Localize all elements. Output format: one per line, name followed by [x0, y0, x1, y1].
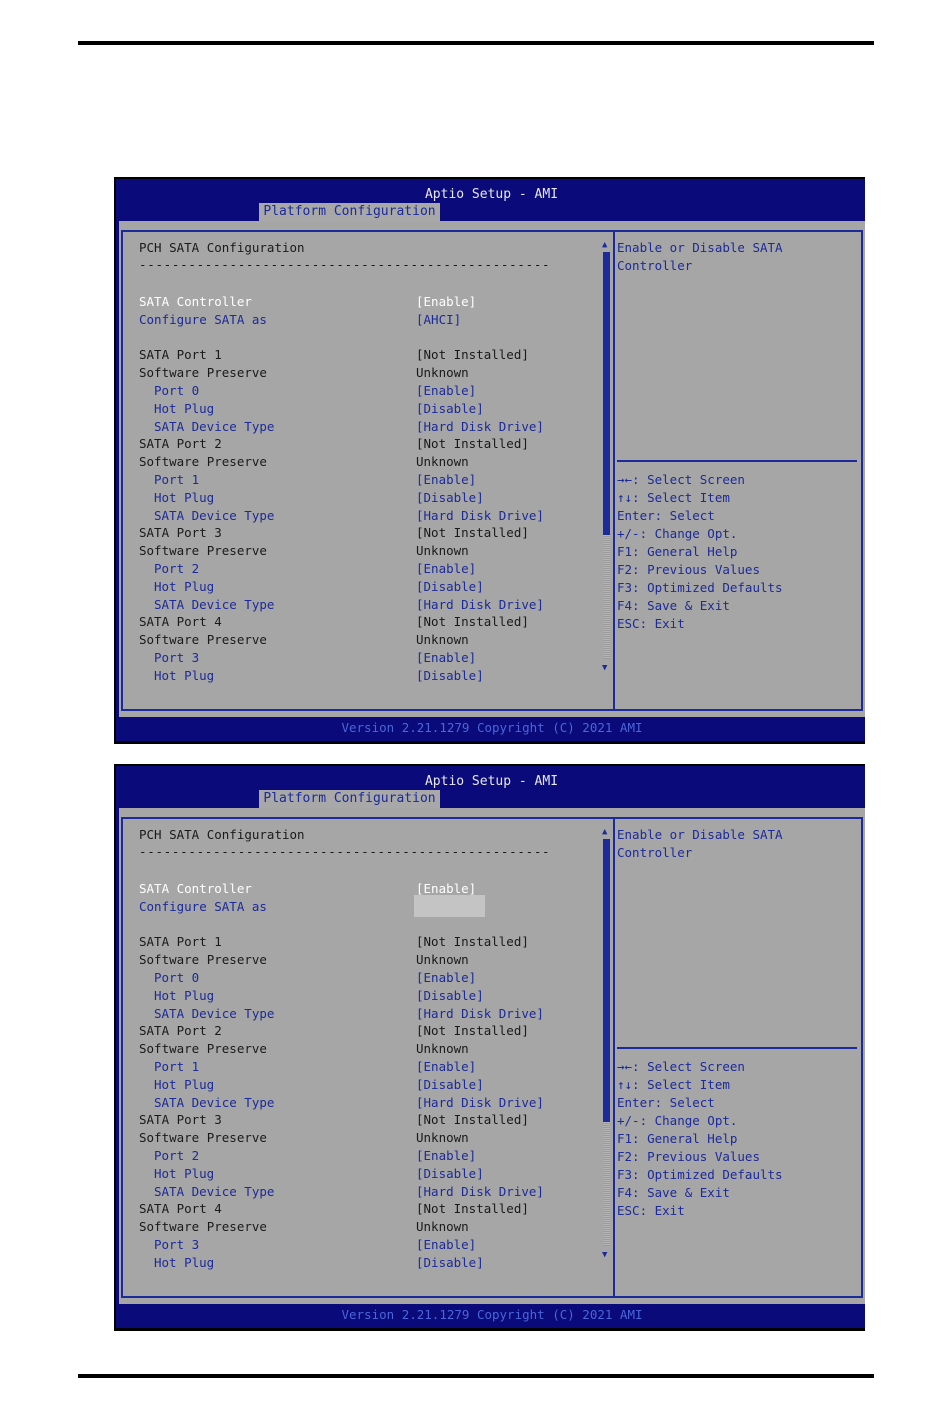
up-arrow-icon[interactable]: ▲ — [602, 827, 608, 837]
setting-label: Hot Plug — [154, 1077, 215, 1092]
key-hint: +/-: Change Opt. — [617, 526, 738, 541]
key-hint: F1: General Help — [617, 1131, 738, 1146]
key-hint: ↑↓: Select Item — [617, 490, 730, 505]
setting-label: Software Preserve — [139, 365, 267, 380]
setting-label: SATA Device Type — [154, 1006, 275, 1021]
setting-value[interactable]: [Disable] — [416, 490, 484, 505]
footer-version: Version 2.21.1279 Copyright (C) 2021 AMI — [119, 1304, 865, 1326]
setting-label: Port 2 — [154, 561, 200, 576]
selection-highlight — [414, 895, 485, 917]
help-description — [617, 239, 783, 275]
key-hint: F4: Save & Exit — [617, 1185, 730, 1200]
key-legend — [617, 1058, 783, 1220]
setting-value[interactable]: [Enable] — [416, 383, 477, 398]
setting-value[interactable]: [Enable] — [416, 561, 477, 576]
setting-label: Software Preserve — [139, 543, 267, 558]
setting-value[interactable]: [AHCI] — [416, 312, 462, 327]
setting-value: [Not Installed] — [416, 1023, 529, 1038]
setting-label: Port 0 — [154, 383, 200, 398]
setting-label: Hot Plug — [154, 1255, 215, 1270]
setting-value: [Not Installed] — [416, 1201, 529, 1216]
key-legend — [617, 471, 783, 633]
setting-label: SATA Port 2 — [139, 436, 222, 451]
setting-label: Software Preserve — [139, 632, 267, 647]
help-line: Controller — [617, 845, 693, 860]
setting-value: [Not Installed] — [416, 1112, 529, 1127]
top-rule — [78, 41, 874, 45]
setting-label: Configure SATA as — [139, 899, 267, 914]
setting-value: Unknown — [416, 952, 469, 967]
setting-value[interactable]: [Enable] — [416, 1148, 477, 1163]
scrollbar-thumb[interactable] — [603, 252, 610, 535]
separator: -------------------------------------------------- — [139, 844, 551, 859]
setting-value: [Not Installed] — [416, 436, 529, 451]
setting-label: SATA Device Type — [154, 1184, 275, 1199]
setting-value[interactable]: [Hard Disk Drive] — [416, 419, 544, 434]
help-line: Enable or Disable SATA — [617, 240, 783, 255]
key-hint: ↑↓: Select Item — [617, 1077, 730, 1092]
setting-label: Port 1 — [154, 1059, 200, 1074]
key-hint: ESC: Exit — [617, 616, 685, 631]
setting-label: Port 2 — [154, 1148, 200, 1163]
key-hint: F3: Optimized Defaults — [617, 580, 783, 595]
setting-label: Port 3 — [154, 1237, 200, 1252]
key-hint: →←: Select Screen — [617, 1059, 745, 1074]
setting-value: [Not Installed] — [416, 525, 529, 540]
panel-divider — [613, 817, 615, 1298]
setting-label: Software Preserve — [139, 952, 267, 967]
setting-value[interactable]: [Hard Disk Drive] — [416, 1184, 544, 1199]
setting-value[interactable]: [Enable] — [416, 472, 477, 487]
setting-label: Port 1 — [154, 472, 200, 487]
key-hint: F2: Previous Values — [617, 1149, 760, 1164]
key-hint: Enter: Select — [617, 508, 715, 523]
help-description — [617, 826, 783, 862]
setting-label: Configure SATA as — [139, 312, 267, 327]
setting-label: Port 0 — [154, 970, 200, 985]
setting-label: SATA Controller — [139, 294, 252, 309]
setting-value[interactable]: [Enable] — [416, 294, 477, 309]
setting-value[interactable]: [Hard Disk Drive] — [416, 1006, 544, 1021]
help-line: Controller — [617, 258, 693, 273]
setting-label: SATA Port 3 — [139, 525, 222, 540]
tab-platform-configuration[interactable]: Platform Configuration — [259, 203, 440, 221]
key-hint: F3: Optimized Defaults — [617, 1167, 783, 1182]
content-panel: PCH SATA Configuration -------------------------------------------------- SATA Controller [Enable] Configure SATA as SATA Port 1 [Not Installed] Software Preserve Unknown Port 0 [Enable] Hot Plug [Disable] SATA Device Type [Hard Disk Drive] SATA Port 2 [Not Installed] Software Preserve Unknown Port 1 [Enable] Hot Plug [Disable] SATA Device Type [Hard Disk Drive] SATA Port 3 [Not Installed] Software Preserve Unknown Port 2 [Enable] Hot Plug [Disable] SATA Device Type [Hard Disk Drive] SATA Port 4 [Not Installed] Software Preserve Unknown Port 3 [Enable] Hot Plug [Disable] ▲ ▼ Enable or Disable SATA Controller →←: Select Screen ↑↓: Select Item Enter: Select +/-: Change Opt. F1: General Help F2: Previous Values F3: Optimized Defaults F4: Save & Exit ESC: Exit — [119, 808, 865, 1304]
setting-value[interactable]: [Disable] — [416, 579, 484, 594]
window-title: Aptio Setup - AMI — [424, 187, 559, 202]
key-hint: F4: Save & Exit — [617, 598, 730, 613]
setting-value: Unknown — [416, 1041, 469, 1056]
key-hint: +/-: Change Opt. — [617, 1113, 738, 1128]
tab-platform-configuration[interactable]: Platform Configuration — [259, 790, 440, 808]
setting-value[interactable]: [Hard Disk Drive] — [416, 508, 544, 523]
key-hint: ESC: Exit — [617, 1203, 685, 1218]
setting-label: Hot Plug — [154, 401, 215, 416]
setting-value: [Not Installed] — [416, 934, 529, 949]
setting-label: Hot Plug — [154, 490, 215, 505]
setting-value: Unknown — [416, 454, 469, 469]
setting-label: SATA Port 3 — [139, 1112, 222, 1127]
setting-value: [Not Installed] — [416, 347, 529, 362]
setting-label: Software Preserve — [139, 1130, 267, 1145]
key-hint: F1: General Help — [617, 544, 738, 559]
setting-value: [Not Installed] — [416, 614, 529, 629]
setting-value: Unknown — [416, 365, 469, 380]
setting-label: Hot Plug — [154, 1166, 215, 1181]
setting-label: SATA Device Type — [154, 419, 275, 434]
setting-label: SATA Device Type — [154, 508, 275, 523]
setting-label: SATA Controller — [139, 881, 252, 896]
setting-label: Hot Plug — [154, 579, 215, 594]
setting-value[interactable]: [Hard Disk Drive] — [416, 1095, 544, 1110]
setting-value[interactable]: [Enable] — [416, 650, 477, 665]
setting-label: SATA Port 1 — [139, 347, 222, 362]
setting-value[interactable]: [Enable] — [416, 1237, 477, 1252]
window-title: Aptio Setup - AMI — [424, 774, 559, 789]
setting-label: SATA Device Type — [154, 597, 275, 612]
setting-label: Software Preserve — [139, 454, 267, 469]
setting-value[interactable]: [Disable] — [416, 988, 484, 1003]
setting-value[interactable]: [Enable] — [416, 1059, 477, 1074]
setting-value[interactable]: [Hard Disk Drive] — [416, 597, 544, 612]
setting-value[interactable]: [Enable] — [416, 881, 477, 896]
up-arrow-icon[interactable]: ▲ — [602, 240, 608, 250]
key-hint: →←: Select Screen — [617, 472, 745, 487]
setting-label: Hot Plug — [154, 668, 215, 683]
setting-value[interactable]: [Disable] — [416, 668, 484, 683]
key-hint: Enter: Select — [617, 1095, 715, 1110]
setting-label: Software Preserve — [139, 1041, 267, 1056]
setting-label: SATA Port 4 — [139, 1201, 222, 1216]
setting-value[interactable]: [Disable] — [416, 1077, 484, 1092]
setting-value: Unknown — [416, 1130, 469, 1145]
setting-label: Software Preserve — [139, 1219, 267, 1234]
bottom-rule — [78, 1374, 874, 1378]
separator: -------------------------------------------------- — [139, 257, 551, 272]
scrollbar-thumb[interactable] — [603, 839, 610, 1122]
content-panel: PCH SATA Configuration -------------------------------------------------- SATA Controller [Enable] Configure SATA as [AHCI] SATA Port 1 [Not Installed] Software Preserve Unknown Port 0 [Enable] Hot Plug [Disable] SATA Device Type [Hard Disk Drive] SATA Port 2 [Not Installed] Software Preserve Unknown Port 1 [Enable] Hot Plug [Disable] SATA Device Type [Hard Disk Drive] SATA Port 3 [Not Installed] Software Preserve Unknown Port 2 [Enable] Hot Plug [Disable] SATA Device Type [Hard Disk Drive] SATA Port 4 [Not Installed] Software Preserve Unknown Port 3 [Enable] Hot Plug [Disable] ▲ ▼ Enable or Disable SATA Controller →←: Select Screen ↑↓: Select Item Enter: Select +/-: Change Opt. F1: General Help F2: Previous Values F3: Optimized Defaults F4: Save & Exit ESC: Exit — [119, 221, 865, 717]
down-arrow-icon[interactable]: ▼ — [602, 663, 608, 673]
setting-value[interactable]: [Disable] — [416, 1166, 484, 1181]
footer-version: Version 2.21.1279 Copyright (C) 2021 AMI — [119, 717, 865, 739]
setting-value: Unknown — [416, 543, 469, 558]
panel-divider — [613, 230, 615, 711]
setting-label: Hot Plug — [154, 988, 215, 1003]
setting-value[interactable]: [Enable] — [416, 970, 477, 985]
setting-value[interactable]: [Disable] — [416, 401, 484, 416]
setting-value: Unknown — [416, 1219, 469, 1234]
setting-label: SATA Port 4 — [139, 614, 222, 629]
help-divider — [617, 1047, 857, 1049]
setting-label: SATA Device Type — [154, 1095, 275, 1110]
setting-label: Port 3 — [154, 650, 200, 665]
bios-screen-2 — [114, 764, 865, 1331]
setting-value: Unknown — [416, 632, 469, 647]
setting-label: SATA Port 2 — [139, 1023, 222, 1038]
setting-label: SATA Port 1 — [139, 934, 222, 949]
down-arrow-icon[interactable]: ▼ — [602, 1250, 608, 1260]
help-line: Enable or Disable SATA — [617, 827, 783, 842]
help-divider — [617, 460, 857, 462]
bios-screen-1 — [114, 177, 865, 744]
key-hint: F2: Previous Values — [617, 562, 760, 577]
setting-value[interactable]: [Disable] — [416, 1255, 484, 1270]
